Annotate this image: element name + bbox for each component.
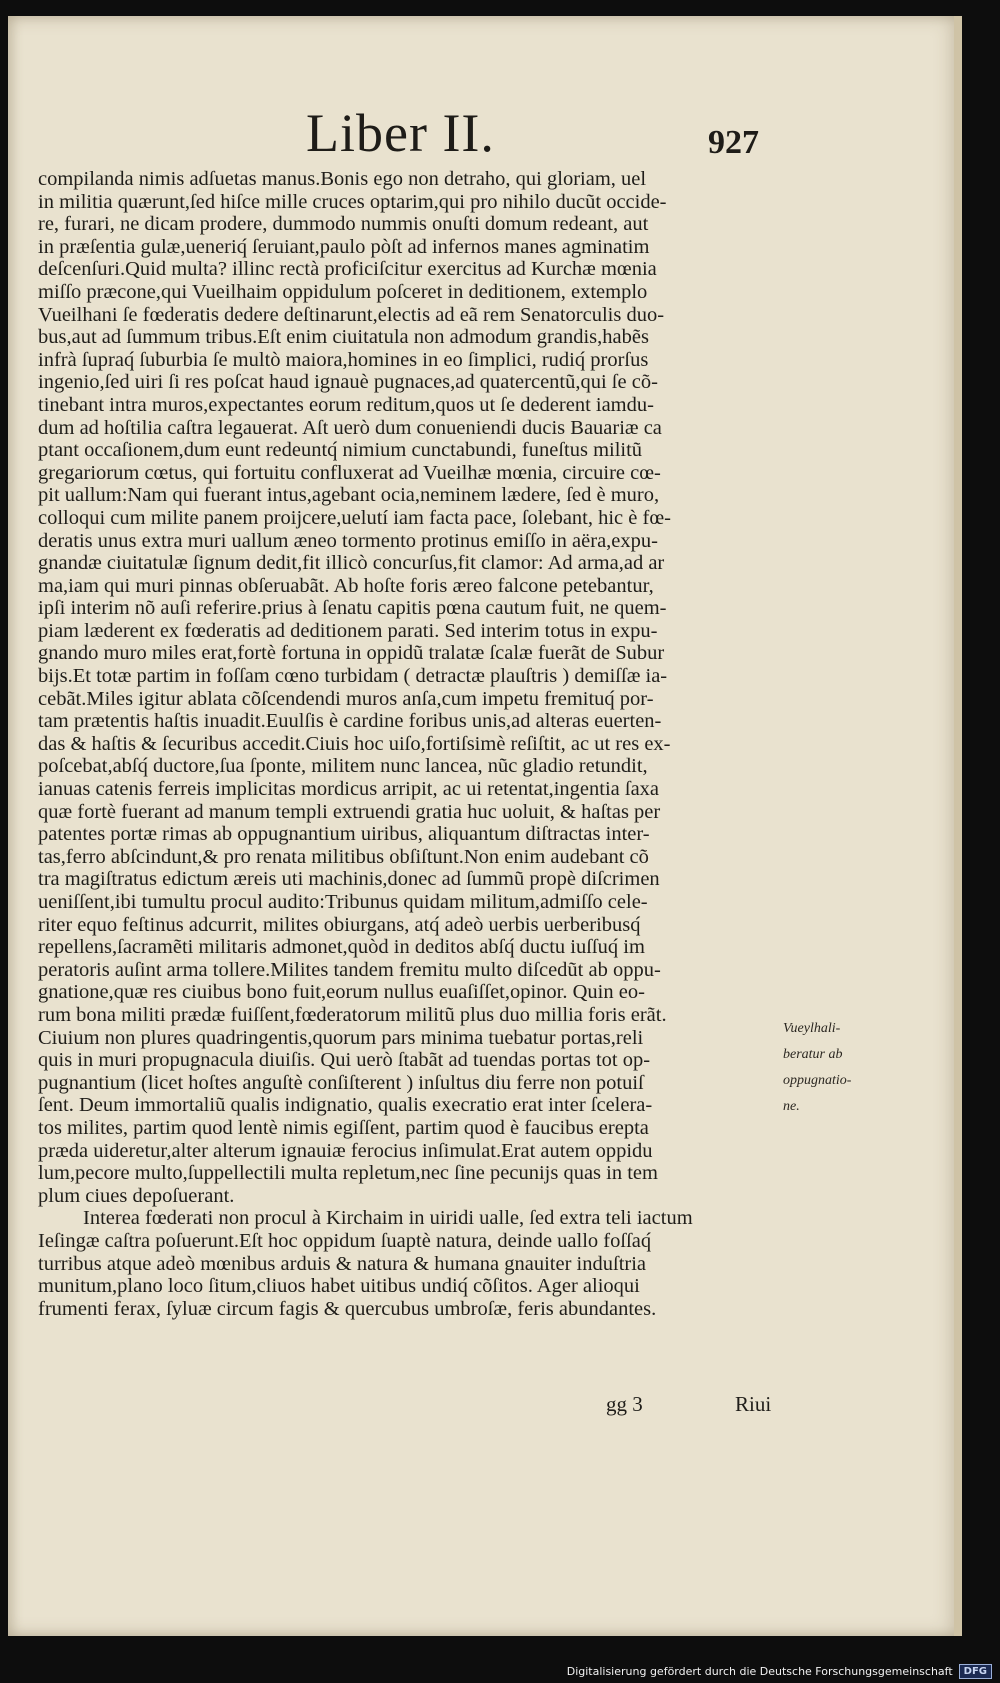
text-line: gnatione,quæ res ciuibus bono fuit,eorum nullus euaſiſſet,opinor. Quin eo- [38, 981, 645, 1004]
text-line: pit uallum:Nam qui fuerant intus,agebant ocia,neminem lædere, ſed è muro, [38, 484, 660, 507]
text-line: bus,aut ad ſummum tribus.Eſt enim ciuitatula non admodum grandis,habẽs [38, 326, 649, 349]
text-line: quæ fortè fuerant ad manum templi extruendi gratia huc uoluit, & haſtas per [38, 800, 661, 823]
text-line: tos milites, partim quod lentè nimis egiſſent, partim quod è faucibus erepta [38, 1116, 649, 1139]
margin-note-line: oppugnatio- [783, 1073, 852, 1088]
main-text-block [38, 168, 778, 1320]
text-line: piam læderent ex fœderatis ad deditionem parati. Sed interim totus in expu- [38, 619, 658, 642]
text-line: pugnantium (licet hoſtes anguſtè conſiſterent ) inſultus diu ferre non potuiſ [38, 1071, 644, 1094]
text-line: colloqui cum milite panem proijcere,uelutí iam facta pace, ſolebant, hic è fœ- [38, 506, 671, 529]
paragraph-1 [38, 168, 778, 1207]
text-line: gregariorum cœtus, qui fortuitu confluxerat ad Vueilhæ mœnia, circuire cœ- [38, 461, 661, 484]
text-line: riter equo feſtinus adcurrit, milites obiurgans, atq́ adeò uerbis uerberibusq́ [38, 913, 641, 936]
page-edge [954, 16, 962, 1636]
text-line: Interea fœderati non procul à Kirchaim in uiridi ualle, ſed extra teli iactum [83, 1207, 693, 1230]
text-line: compilanda nimis adſuetas manus.Bonis ego non detraho, qui gloriam, uel [38, 168, 647, 190]
text-line: re, furari, ne dicam prodere, dummodo nummis onuſti domum redeant, aut [38, 213, 649, 236]
text-line: deſcenſuri.Quid multa? illinc rectà proficiſcitur exercitus ad Kurchæ mœnia [38, 258, 657, 281]
text-line: in præſentia gulæ,ueneriq́ ſeruiant,paulo pòſt ad infernos manes agminatim [38, 235, 650, 258]
text-line: miſſo præcone,qui Vueilhaim oppidulum poſceret in deditionem, extemplo [38, 280, 648, 303]
running-title: Liber II. [306, 103, 495, 163]
book-page [8, 16, 962, 1636]
text-line: tra magiſtratus edictum æreis uti machinis,donec ad ſummũ propè diſcrimen [38, 868, 660, 891]
text-line: poſcebat,abſq́ ductore,ſua ſponte, militem nunc lancea, nũc gladio retundit, [38, 755, 648, 778]
text-line: repellens,ſacramẽti militaris admonet,quòd in deditos abſq́ ductu iuſſuq́ im [38, 936, 645, 959]
text-line: Ciuium non plures quadringentis,quorum pars minima tuebatur portas,reli [38, 1026, 644, 1049]
text-line: ueniſſent,ibi tumultu procul audito:Tribunus quidam militum,admiſſo cele- [38, 891, 648, 913]
margin-note-line: Vueylhali- [783, 1021, 841, 1036]
text-line: ma,iam qui muri pinnas obſeruabãt. Ab hoſte foris æreo falcone petebantur, [38, 574, 654, 597]
text-line: ianuas catenis ferreis implicitas mordicus arripit, ac ui retentat,ingentia ſaxa [38, 778, 660, 801]
dfg-logo: DFG [959, 1664, 992, 1679]
credit-text: Digitalisierung gefördert durch die Deutsche Forschungsgemeinschaft [566, 1665, 953, 1678]
text-line: infrà ſupraq́ ſuburbia ſe multò maiora,homines in eo ſimplici, rudiq́ prorſus [38, 348, 649, 371]
paragraph-2 [38, 1207, 778, 1320]
text-line: dum ad hoſtilia caſtra legauerat. Aſt uerò dum conueniendi ducis Bauariæ ca [38, 416, 662, 439]
text-line: deratis unus extra muri uallum æneo tormento protinus emiſſo in aëra,expu- [38, 529, 658, 552]
margin-note [783, 1016, 893, 1120]
text-line: tinebant intra muros,expectantes eorum reditum,quos ut ſe dederent iamdu- [38, 393, 654, 416]
text-line: ptant occaſionem,dum eunt redeuntq́ nimium cunctabundi, funeſtus militũ [38, 439, 643, 462]
page-number: 927 [708, 124, 759, 161]
text-line: tam prætentis haſtis inuadit.Euulſis è cardine foribus unis,ad alteras euerten- [38, 710, 662, 733]
text-line: lum,pecore multo,ſuppellectili multa repletum,nec ſine pecunijs quas in tem [38, 1162, 658, 1185]
text-line: præda uideretur,alter alterum ignauiæ ferocius inſimulat.Erat autem oppidu [38, 1139, 653, 1162]
text-line: Ieſingæ caſtra poſuerunt.Eſt hoc oppidum ſuaptè natura, deinde uallo foſſaq́ [38, 1229, 652, 1252]
text-line: rum bona militi prædæ fuiſſent,fœderatorum militũ plus duo millia foris erãt. [38, 1003, 667, 1026]
text-line: ſent. Deum immortaliũ qualis indignatio, qualis execratio erat inter ſcelera- [38, 1094, 653, 1117]
text-line: plum ciues depoſuerant. [38, 1184, 235, 1207]
text-line: gnandæ ciuitatulæ ſignum dedit,fit illicò concurſus,fit clamor: Ad arma,ad ar [38, 552, 665, 575]
text-line: das & haſtis & ſecuribus accedit.Ciuis hoc uiſo,fortiſsimè reſiſtit, ac ut res ex- [38, 732, 671, 755]
text-line: munitum,plano loco ſitum,cliuos habet uitibus undiq́ cõſitos. Ager alioqui [38, 1275, 640, 1298]
digitization-credit [567, 1664, 992, 1679]
text-line: peratoris auſint arma tollere.Milites tandem fremitu multo diſcedũt ab oppu- [38, 958, 661, 981]
text-line: tas,ferro abſcindunt,& pro renata militibus obſiſtunt.Non enim audebant cõ [38, 845, 649, 868]
text-line: patentes portæ rimas ab oppugnantium uiribus, aliquantum diſtractas inter- [38, 823, 650, 846]
margin-note-line: ne. [783, 1099, 800, 1114]
signature-mark: gg 3 [606, 1392, 643, 1416]
text-line: in militia quærunt,ſed hiſce mille cruces optarim,qui pro nihilo ducũt occide- [38, 190, 667, 213]
text-line: quis in muri propugnacula diuiſis. Qui uerò ſtabãt ad tuendas portas tot op- [38, 1049, 651, 1072]
text-line: ingenio,ſed uiri ſi res poſcat haud ignauè pugnaces,ad quatercentũ,qui ſe cõ- [38, 371, 658, 394]
text-line: bijs.Et totæ partim in foſſam cœno turbidam ( detractæ plauſtris ) demiſſæ ia- [38, 665, 668, 688]
catchword: Riui [735, 1392, 772, 1416]
text-line: ipſi interim nõ auſi referire.prius à ſenatu capitis pœna cautum fuit, ne quem- [38, 597, 667, 620]
text-line: Vueilhani ſe fœderatis dedere deſtinarunt,electis ad eã rem Senatorculis duo- [38, 303, 665, 326]
text-line: frumenti ferax, ſyluæ circum fagis & quercubus umbroſæ, feris abundantes. [38, 1297, 657, 1320]
margin-note-line: beratur ab [783, 1047, 843, 1062]
text-line: turribus atque adeò mœnibus arduis & natura & humana gnauiter induſtria [38, 1252, 647, 1275]
text-line: cebãt.Miles igitur ablata cõſcendendi muros anſa,cum impetu fremituq́ por- [38, 687, 654, 710]
text-line: gnando muro miles erat,fortè fortuna in oppidũ tralatæ ſcalæ fuerãt de Subur [38, 642, 665, 665]
